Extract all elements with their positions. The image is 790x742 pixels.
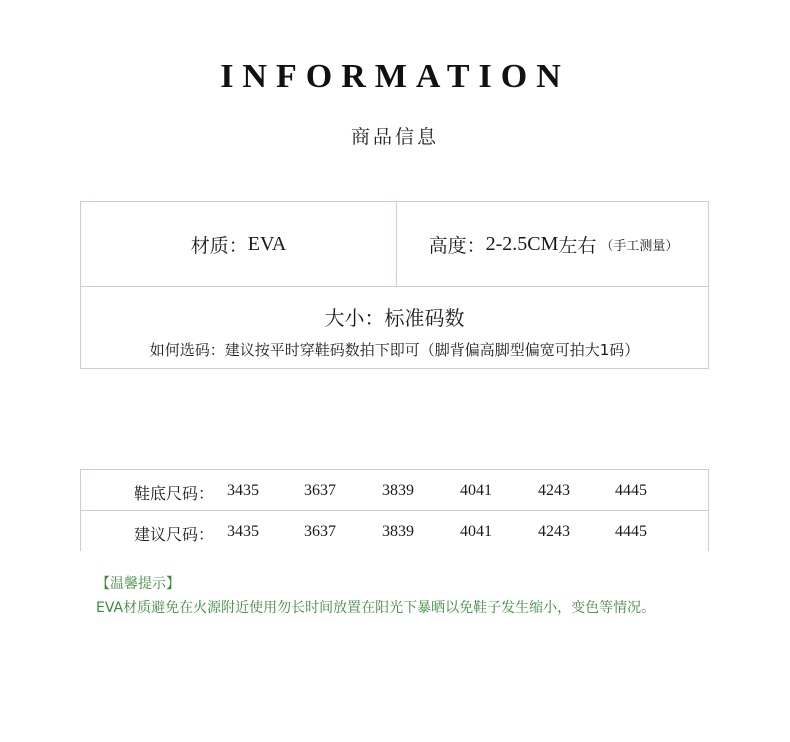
size-value: 3637	[304, 523, 336, 540]
size-value: 4041	[460, 523, 492, 540]
size-value: 4445	[615, 482, 647, 499]
height-value: 2-2.5CM	[485, 232, 559, 255]
size-value: 3435	[227, 523, 259, 540]
height-label: 高度：	[428, 234, 486, 257]
table-row	[81, 470, 708, 510]
table-row	[81, 511, 708, 551]
size-value: 标准码数	[384, 306, 465, 330]
size-value: 3637	[304, 482, 336, 499]
row-label: 鞋底尺码：	[134, 484, 215, 503]
material-cell	[81, 202, 396, 286]
size-chart	[80, 469, 709, 551]
size-label: 大小：	[324, 306, 385, 330]
size-value: 4243	[538, 482, 570, 499]
material-value: EVA	[247, 232, 287, 255]
size-value: 3839	[382, 523, 414, 540]
notice-text: EVA材质避免在火源附近使用勿长时间放置在阳光下暴晒以免鞋子发生缩小，变色等情况。	[96, 600, 656, 616]
height-cell	[397, 202, 710, 286]
page-subtitle: 商品信息	[350, 126, 439, 148]
row-label: 建议尺码：	[134, 525, 215, 544]
size-cell	[81, 302, 708, 331]
size-value: 4041	[460, 482, 492, 499]
size-value: 3839	[382, 482, 414, 499]
page-title: INFORMATION	[220, 58, 570, 95]
notice-title: 【温馨提示】	[96, 576, 180, 592]
product-info-table	[80, 201, 709, 369]
size-value: 4243	[538, 523, 570, 540]
material-label: 材质：	[190, 234, 248, 257]
size-value: 4445	[615, 523, 647, 540]
size-value: 3435	[227, 482, 259, 499]
height-note: （手工测量）	[600, 238, 679, 254]
height-position: 左右	[558, 234, 597, 257]
size-tip: 如何选码：建议按平时穿鞋码数拍下即可（脚背偏高脚型偏宽可拍大1码）	[149, 341, 640, 359]
row-divider	[81, 286, 708, 287]
